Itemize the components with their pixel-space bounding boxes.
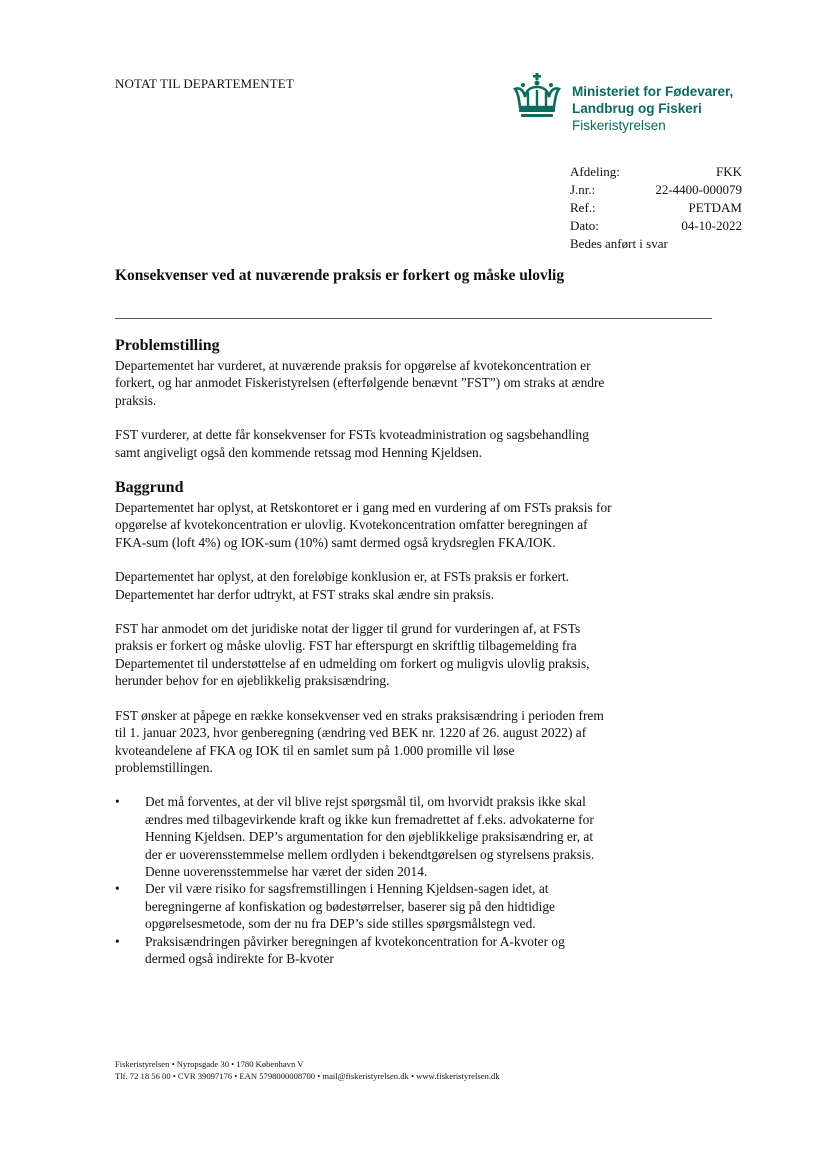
list-item-text: Det må forventes, at der vil blive rejst spørgsmål til, om hvorvidt praksis ikke skal ændres med tilbagevirkende kraft og ikke kun fremadrettet af f.eks. advokaterne for Henning Kjeldsen. DEP’s argumentation for den øjeblikkelige praksisændring er, at der er uoverensstemmelse mellem ordlyden i bekendtgørelsen og styrelsens praksis. Denne uoverensstemmelse har været der siden 2014. [145,794,595,879]
paragraph: FST har anmodet om det juridiske notat der ligger til grund for vurderingen af, at FSTs praksis er forkert og måske ulovlig. FST har efterspurgt en skriftlig tilbagemelding fra Departementet til understøttelse af en udmelding om forkert og muligvis ulovlig praksis, herunder behov for en øjeblikkelig praksisændring. [115,621,590,689]
document-metadata [570,163,742,253]
meta-row-department [570,163,742,181]
meta-value: 04-10-2022 [681,218,742,233]
document-type-label: NOTAT TIL DEPARTEMENTET [115,76,294,91]
meta-row-journal [570,181,742,199]
section-heading-problem: Problemstilling [115,337,220,354]
bullet-icon: • [115,933,120,949]
ministry-name [572,83,733,134]
document-body [115,336,615,967]
list-item [115,933,595,968]
ministry-line2: Landbrug og Fiskeri [572,101,702,116]
meta-row-reference [570,199,742,217]
meta-value: PETDAM [688,200,742,215]
list-item-text: Praksisændringen påvirker beregningen af kvotekoncentration for A-kvoter og dermed også indirekte for B-kvoter [145,933,565,966]
meta-label: Dato: [570,218,599,233]
footer-contact: Tlf. 72 18 56 00 • CVR 39097176 • EAN 5798000008700 • mail@fiskeristyrelsen.dk • www.fiskeristyrelsen.dk [115,1071,500,1081]
list-item [115,793,595,880]
bullet-icon: • [115,881,120,897]
page-footer [115,1058,635,1082]
meta-label: J.nr.: [570,182,596,197]
paragraph: FST ønsker at påpege en række konsekvenser ved en straks praksisændring i perioden frem til 1. januar 2023, hvor genberegning (ændring ved BEK nr. 1220 af 26. august 2022) af kvoteandelene af FKA og IOK til en samlet sum på 1.000 promille vil løse problemstillingen. [115,707,604,775]
meta-value: FKK [715,164,742,179]
paragraph: Departementet har oplyst, at den foreløbige konklusion er, at FSTs praksis er forkert. Departementet har derfor udtrykt, at FST straks skal ændre sin praksis. [115,569,570,602]
list-item-text: Der vil være risiko for sagsfremstillingen i Henning Kjeldsen-sagen idet, at beregningerne af konfiskation og bødestørrelser, baserer sig på den hidtidige opgørelsesmetode, som der nu fra DEP’s side stilles spørgsmålstegn ved. [145,881,555,932]
meta-row-date [570,217,742,235]
paragraph: Departementet har oplyst, at Retskontoret er i gang med en vurdering af om FSTs praksis for opgørelse af kvotekoncentration er ulovlig. Kvotekoncentration omfatter beregningen af FKA-sum (loft 4%) og IOK-sum (10%) samt dermed også krydsreglen FKA/IOK. [115,500,612,550]
consequence-list [115,793,615,967]
crown-icon [512,73,562,119]
paragraph: Departementet har vurderet, at nuværende praksis for opgørelse af kvotekoncentration er forkert, og har anmodet Fiskeristyrelsen (efterfølgende benævnt ”FST”) om straks at ændre praksis. [115,358,605,408]
meta-note: Bedes anført i svar [570,236,668,251]
meta-label: Ref.: [570,200,596,215]
ministry-logo [512,73,752,133]
paragraph: FST vurderer, at dette får konsekvenser for FSTs kvoteadministration og sagsbehandling samt angiveligt også den kommende retssag mod Henning Kjeldsen. [115,427,589,460]
agency-name: Fiskeristyrelsen [572,118,666,133]
section-heading-background: Baggrund [115,479,184,497]
bullet-icon: • [115,794,120,810]
meta-value: 22-4400-000079 [655,182,742,197]
list-item [115,880,595,932]
document-title: Konsekvenser ved at nuværende praksis er forkert og måske ulovlig [115,267,565,284]
title-divider [115,318,712,319]
footer-address: Fiskeristyrelsen • Nyropsgade 30 • 1780 København V [115,1059,304,1069]
meta-label: Afdeling: [570,164,620,179]
ministry-line1: Ministeriet for Fødevarer, [572,84,734,99]
